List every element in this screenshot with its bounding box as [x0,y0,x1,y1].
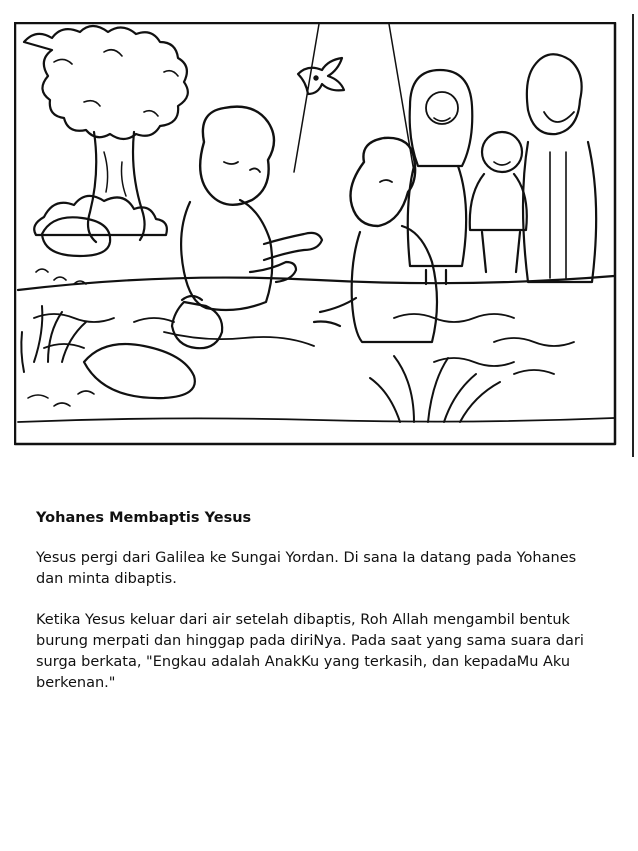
dove [298,58,344,94]
foreground-bank [18,418,614,422]
bush-left [34,196,167,235]
story-title: Yohanes Membaptis Yesus [36,510,252,526]
grass-right [370,356,500,422]
figure-old-man [523,54,596,282]
rock-left [42,217,110,256]
story-paragraph-1: Yesus pergi dari Galilea ke Sungai Yordan. Di sana Ia datang pada Yohanes dan minta dibaptis. [36,550,577,587]
figure-woman [408,70,473,284]
figure-jesus [314,138,437,342]
baptism-coloring-illustration [14,22,618,446]
tree-foliage [24,26,188,139]
story-paragraph-2: Ketika Yesus keluar dari air setelah dibaptis, Roh Allah mengambil bentuk burung merpati dan hinggap pada diriNya. Pada saat yang sama suara dari surga berkata, "Engkau adalah AnakKu yang terkasih, dan kepadaMu Aku berkenan." [36,612,584,691]
rock-foreground [84,344,195,398]
figure-boy [470,132,527,272]
light-ray-left [294,24,319,172]
river-bank [18,276,614,290]
story-text-block [36,508,608,714]
tree-trunk [88,132,145,242]
page-edge-line [632,14,634,457]
grass-left [21,306,86,372]
